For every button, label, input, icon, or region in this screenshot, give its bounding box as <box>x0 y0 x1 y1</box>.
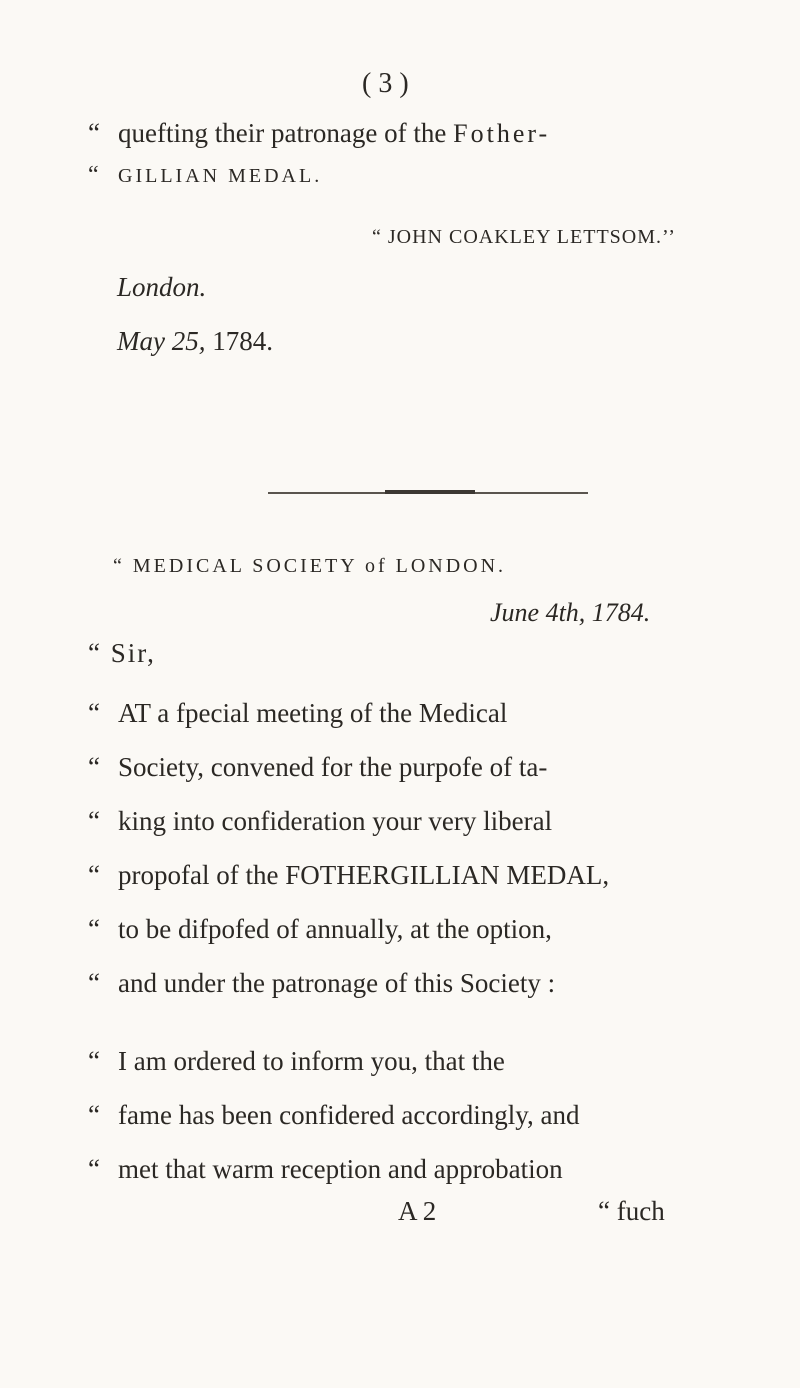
text-line <box>88 118 550 149</box>
quote-mark: “ <box>88 162 99 188</box>
text-line <box>88 1046 505 1077</box>
text-line <box>88 968 555 999</box>
quote-mark: “ <box>88 860 100 890</box>
text-line <box>88 914 552 945</box>
text-line <box>88 806 552 837</box>
text-line <box>88 860 609 891</box>
text-line-smallcaps: Fother- <box>453 119 551 148</box>
place: London. <box>117 272 207 302</box>
salutation: “ Sir, <box>88 638 156 668</box>
letter-date: June 4th, 1784. <box>490 598 651 627</box>
quote-mark: “ <box>88 1046 100 1076</box>
catchword: “ fuch <box>598 1196 665 1226</box>
text-line-content: Society, convened for the purpofe of ta- <box>118 752 548 782</box>
year: 1784. <box>212 326 273 356</box>
quote-mark: “ <box>88 698 100 728</box>
quote-mark: “ <box>88 806 100 836</box>
text-line-smallcaps: GILLIAN MEDAL. <box>118 165 323 187</box>
text-line <box>88 162 322 189</box>
text-line <box>88 1154 563 1185</box>
text-line <box>88 1100 580 1131</box>
quote-mark: “ <box>88 1100 100 1130</box>
quote-mark: “ <box>88 118 100 148</box>
text-line-content: king into confideration your very liberal <box>118 806 553 836</box>
text-line-content: to be difpofed of annually, at the option, <box>118 914 552 944</box>
text-line-content: AT a fpecial meeting of the Medical <box>118 698 508 728</box>
text-line-content: fame has been confidered accordingly, and <box>118 1100 580 1130</box>
page-number: ( 3 ) <box>362 68 409 99</box>
quote-mark: “ <box>88 1154 100 1184</box>
quote-mark: “ <box>88 968 100 998</box>
quote-mark: “ <box>88 752 100 782</box>
text-line-content: quefting their patronage of the <box>118 118 454 148</box>
text-line <box>88 752 547 783</box>
signature: “ JOHN COAKLEY LETTSOM.’’ <box>372 226 676 248</box>
date-line <box>117 326 273 357</box>
text-line-content: met that warm reception and approbation <box>118 1154 563 1184</box>
text-line-content: and under the patronage of this Society : <box>118 968 556 998</box>
month-day: May 25, <box>117 326 206 356</box>
signature-mark: A 2 <box>398 1196 437 1226</box>
divider-ornament <box>385 490 475 494</box>
text-line-content: propofal of the FOTHERGILLIAN MEDAL, <box>118 860 610 890</box>
society-heading: “ MEDICAL SOCIETY of LONDON. <box>113 555 507 577</box>
text-line-content: I am ordered to inform you, that the <box>118 1046 505 1076</box>
quote-mark: “ <box>88 914 100 944</box>
text-line <box>88 698 507 729</box>
